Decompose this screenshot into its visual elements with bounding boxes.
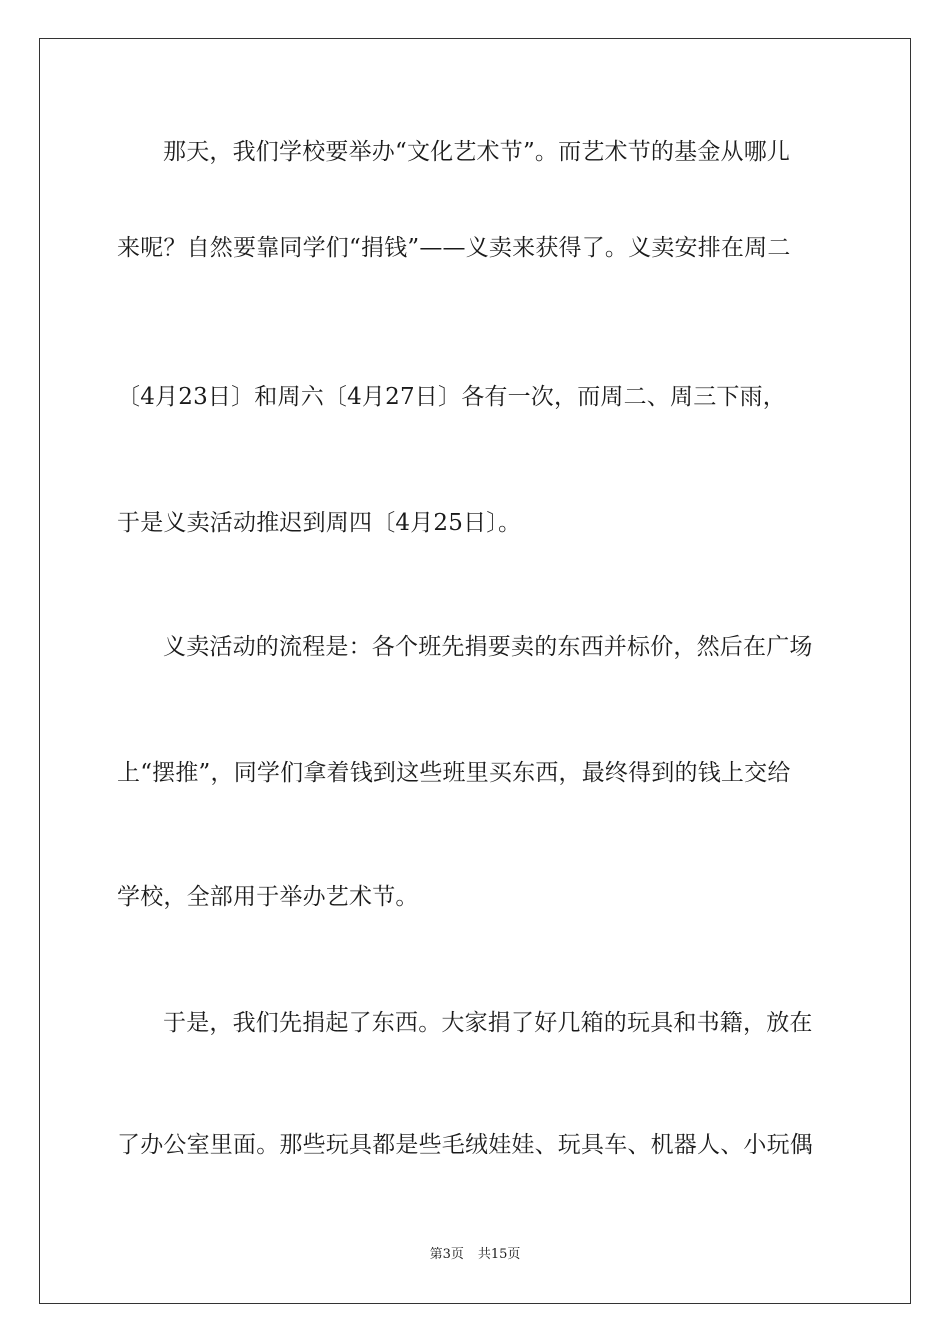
paragraph-1-line-2: 来呢？自然要靠同学们“捐钱”——义卖来获得了。义卖安排在周二 [117,235,791,261]
paragraph-2-line-2: 上“摆推”，同学们拿着钱到这些班里买东西，最终得到的钱上交给 [117,760,791,786]
paragraph-2-line-3: 学校，全部用于举办艺术节。 [117,884,419,910]
paragraph-1-line-1: 那天，我们学校要举办“文化艺术节”。而艺术节的基金从哪儿 [163,139,791,165]
page-total: 共15页 [477,1247,521,1262]
page-footer [0,1246,950,1264]
page-border [39,38,911,1304]
paragraph-1-line-4: 于是义卖活动推迟到周四〔4月25日〕。 [117,510,522,536]
paragraph-3-line-1: 于是，我们先捐起了东西。大家捐了好几箱的玩具和书籍，放在 [163,1010,813,1036]
paragraph-3-line-2: 了办公室里面。那些玩具都是些毛绒娃娃、玩具车、机器人、小玩偶 [117,1132,813,1158]
page-number: 第3页 [429,1247,464,1262]
paragraph-1-line-3: 〔4月23日〕和周六〔4月27日〕各有一次，而周二、周三下雨， [117,384,786,410]
paragraph-2-line-1: 义卖活动的流程是：各个班先捐要卖的东西并标价，然后在广场 [163,634,813,660]
